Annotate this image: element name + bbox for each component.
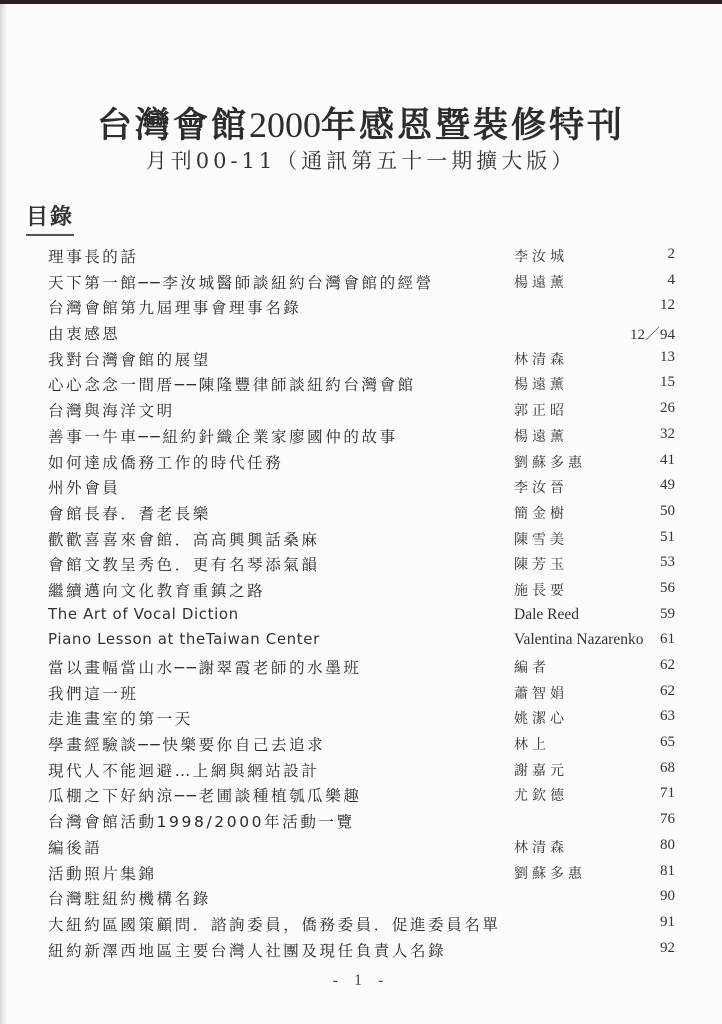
table-of-contents <box>0 245 722 964</box>
toc-entry <box>0 605 722 631</box>
entry-page: 63 <box>660 708 675 725</box>
entry-title: 由衷感恩 <box>48 325 121 344</box>
entry-author: Valentina Nazarenko <box>514 631 644 649</box>
toc-entry <box>0 836 722 862</box>
entry-author: 劉蘇多惠 <box>514 865 586 882</box>
toc-entry <box>0 630 722 656</box>
entry-author: 陳芳玉 <box>514 557 568 574</box>
page-subtitle: 月刊00-11（通訊第五十一期擴大版） <box>145 149 577 173</box>
entry-title: 理事長的話 <box>48 248 139 266</box>
entry-page: 62 <box>660 657 675 673</box>
entry-page: 50 <box>660 502 675 519</box>
toc-entry <box>0 707 722 733</box>
toc-entry <box>0 733 722 759</box>
entry-page: 49 <box>660 477 675 494</box>
toc-entry <box>0 913 722 939</box>
toc-entry <box>0 322 722 348</box>
entry-author: 楊遠薰 <box>514 274 568 291</box>
entry-title: 走進畫室的第一天 <box>48 710 193 729</box>
entry-author: 楊遠薰 <box>514 377 568 394</box>
entry-title: 學畫經驗談──快樂要你自己去追求 <box>48 736 326 755</box>
entry-title: 台灣與海洋文明 <box>48 402 175 421</box>
entry-author: 姚潔心 <box>514 711 568 728</box>
entry-author: 編者 <box>514 660 550 676</box>
toc-entry <box>0 528 722 554</box>
title-year: 2000 <box>249 105 321 145</box>
entry-author: 林上 <box>514 737 550 754</box>
entry-author: 郭正昭 <box>514 403 568 420</box>
toc-entry <box>0 784 722 810</box>
toc-heading: 目錄 <box>26 200 74 236</box>
entry-title: 善事一牛車──紐約針織企業家廖國仲的故事 <box>48 427 398 446</box>
entry-title: 台灣會館第九屆理事會理事名錄 <box>48 299 302 318</box>
toc-entry <box>0 296 722 322</box>
entry-page: 56 <box>660 579 675 596</box>
entry-author: Dale Reed <box>514 605 579 623</box>
toc-entry <box>0 271 722 297</box>
entry-author: 謝嘉元 <box>514 762 568 779</box>
entry-page: 15 <box>660 374 675 391</box>
entry-author: 蕭智娟 <box>514 685 568 702</box>
toc-entry <box>0 399 722 425</box>
entry-author: 林清森 <box>514 839 568 856</box>
entry-title: 活動照片集錦 <box>48 864 157 883</box>
entry-page: 26 <box>660 400 675 417</box>
entry-page: 32 <box>660 425 675 442</box>
entry-title: 我們這一班 <box>48 684 139 703</box>
title-prefix: 台灣會館 <box>96 106 249 146</box>
entry-title: 我對台灣會館的展望 <box>48 350 211 369</box>
entry-page: 65 <box>660 734 675 751</box>
entry-author: 楊遠薰 <box>514 428 568 445</box>
title-suffix: 年感恩暨裝修特刊 <box>321 106 626 146</box>
entry-title: 當以畫幅當山水──謝翠霞老師的水墨班 <box>48 659 362 677</box>
page-title <box>0 98 722 148</box>
entry-title: 會館長春．耆老長樂 <box>48 504 211 523</box>
entry-page: 68 <box>660 759 675 776</box>
entry-title: 會館文教呈秀色．更有名琴添氣韻 <box>48 556 320 575</box>
entry-page: 76 <box>660 811 675 828</box>
entry-page: 61 <box>660 631 675 648</box>
entry-page: 62 <box>660 682 675 699</box>
entry-title: 繼續邁向文化教育重鎮之路 <box>48 581 266 600</box>
toc-entry <box>0 425 722 451</box>
entry-title: 天下第一館──李汝城醫師談紐約台灣會館的經營 <box>48 273 434 292</box>
toc-entry <box>0 862 722 888</box>
entry-author: 李汝城 <box>514 249 568 265</box>
entry-author: 施長要 <box>514 582 568 599</box>
toc-entry <box>0 245 722 271</box>
toc-entry <box>0 348 722 374</box>
entry-page: 59 <box>660 605 675 622</box>
toc-entry <box>0 373 722 399</box>
entry-page: 53 <box>660 554 675 571</box>
entry-title: 心心念念一間厝──陳隆豐律師談紐約台灣會館 <box>48 376 416 395</box>
entry-page: 90 <box>660 888 675 905</box>
entry-author: 林清森 <box>514 351 568 368</box>
entry-author: 尤欽德 <box>514 788 568 805</box>
entry-page: 80 <box>660 836 675 853</box>
entry-title: 紐約新澤西地區主要台灣人社團及現任負責人名錄 <box>48 941 447 960</box>
entry-page: 12／94 <box>629 327 675 344</box>
entry-page: 71 <box>660 785 675 802</box>
toc-entry <box>0 887 722 913</box>
entry-title: 台灣會館活動1998/2000年活動一覽 <box>48 813 355 832</box>
entry-page: 4 <box>667 271 675 288</box>
entry-page: 2 <box>667 246 675 262</box>
entry-title: Piano Lesson at theTaiwan Center <box>48 630 320 649</box>
entry-title: 大紐約區國策顧問．諮詢委員，僑務委員．促進委員名單 <box>48 915 501 934</box>
entry-title: 現代人不能迴避…上網與網站設計 <box>48 761 320 780</box>
entry-author: 陳雪美 <box>514 531 568 548</box>
entry-title: 歡歡喜喜來會館．高高興興話桑麻 <box>48 530 320 549</box>
scan-top-edge <box>0 0 722 4</box>
toc-entry <box>0 579 722 605</box>
entry-page: 81 <box>660 862 675 879</box>
toc-entry <box>0 656 722 682</box>
entry-author: 劉蘇多惠 <box>514 454 586 471</box>
entry-page: 12 <box>660 297 675 314</box>
entry-title: 如何達成僑務工作的時代任務 <box>48 453 284 472</box>
toc-entry <box>0 759 722 785</box>
entry-title: 台灣駐紐約機構名錄 <box>48 890 211 909</box>
entry-page: 51 <box>660 528 675 545</box>
toc-entry <box>0 476 722 502</box>
toc-entry <box>0 682 722 708</box>
entry-page: 41 <box>660 451 675 468</box>
entry-author: 李汝晉 <box>514 480 568 497</box>
entry-author: 簡金樹 <box>514 505 568 522</box>
toc-entry <box>0 810 722 836</box>
toc-entry <box>0 451 722 477</box>
entry-title: 州外會員 <box>48 479 121 498</box>
toc-entry <box>0 939 722 965</box>
entry-title: The Art of Vocal Diction <box>48 604 239 623</box>
toc-entry <box>0 553 722 579</box>
toc-entry <box>0 502 722 528</box>
entry-page: 91 <box>660 913 675 930</box>
entry-page: 13 <box>660 348 675 365</box>
entry-page: 92 <box>660 939 675 956</box>
entry-title: 瓜棚之下好納涼──老圃談種植瓠瓜樂趣 <box>48 787 362 806</box>
page-number: - 1 - <box>332 972 390 989</box>
entry-title: 編後語 <box>48 838 103 857</box>
